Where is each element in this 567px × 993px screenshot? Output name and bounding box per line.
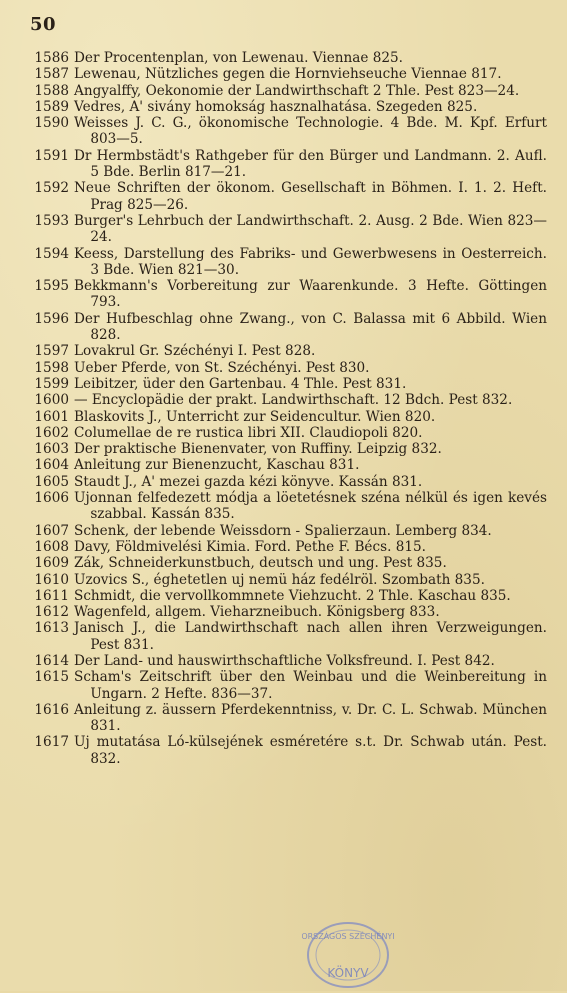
entry-text: Vedres, A' sivány homokság hasznalhatása. Szegeden 825. xyxy=(74,98,478,115)
entry-text: Anleitung zur Bienenzucht, Kaschau 831. xyxy=(74,457,360,474)
entry-number: 1599 xyxy=(34,375,69,392)
entry-text: Janisch J., die Landwirthschaft nach allen ihren Verzweigungen. Pest 831. xyxy=(74,620,547,653)
catalog-entry xyxy=(22,490,547,523)
catalog-entry xyxy=(22,311,547,344)
stamp-graphic xyxy=(302,915,394,989)
entry-number: 1588 xyxy=(34,82,69,99)
entry-number: 1606 xyxy=(34,490,69,507)
entry-text: Weisses J. C. G., ökonomische Technologie. 4 Bde. M. Kpf. Erfurt 803—5. xyxy=(74,115,547,148)
entry-text: Schenk, der lebende Weissdorn - Spalierzaun. Lemberg 834. xyxy=(74,522,492,539)
library-stamp xyxy=(302,915,394,989)
entry-text: Uj mutatása Ló-külsejének esméretére s.t. Dr. Schwab után. Pest. 832. xyxy=(74,734,547,767)
catalog-entry xyxy=(22,99,547,115)
catalog-entry xyxy=(22,425,547,441)
catalog-entry xyxy=(22,83,547,99)
catalog-entry xyxy=(22,555,547,571)
catalog-entry xyxy=(22,457,547,473)
entry-text: Angyalffy, Oekonomie der Landwirthschaft 2 Thle. Pest 823—24. xyxy=(74,82,520,99)
entry-text: Der Procentenplan, von Lewenau. Viennae 825. xyxy=(74,50,403,66)
entry-number: 1602 xyxy=(34,424,69,441)
catalog-entry xyxy=(22,50,547,66)
entry-number: 1604 xyxy=(34,457,69,474)
catalog-entry xyxy=(22,702,547,735)
entry-number: 1609 xyxy=(34,555,69,572)
catalog-entry xyxy=(22,604,547,620)
entry-number: 1590 xyxy=(34,115,69,132)
catalog-entry xyxy=(22,180,547,213)
entry-text: Bekkmann's Vorbereitung zur Waarenkunde. 3 Hefte. Göttingen 793. xyxy=(74,278,547,311)
entry-text: Leibitzer, üder den Gartenbau. 4 Thle. Pest 831. xyxy=(74,375,407,392)
entry-number: 1614 xyxy=(34,652,69,669)
entry-number: 1615 xyxy=(34,669,69,686)
entry-text: Burger's Lehrbuch der Landwirthschaft. 2. Ausg. 2 Bde. Wien 823—24. xyxy=(74,212,547,246)
entry-text: Der praktische Bienenvater, von Ruffiny. Leipzig 832. xyxy=(74,441,442,458)
entry-number: 1616 xyxy=(34,701,69,718)
entry-number: 1597 xyxy=(34,343,69,360)
entry-number: 1598 xyxy=(34,359,69,376)
catalog-entry xyxy=(22,441,547,457)
catalog-entry xyxy=(22,213,547,246)
entry-number: 1592 xyxy=(34,180,69,197)
entry-text: Ueber Pferde, von St. Széchényi. Pest 830. xyxy=(74,359,370,376)
entry-text: Keess, Darstellung des Fabriks- und Gewerbwesens in Oesterreich. 3 Bde. Wien 821—30. xyxy=(74,245,547,278)
entry-text: Neue Schriften der ökonom. Gesellschaft in Böhmen. I. 1. 2. Heft. Prag 825—26. xyxy=(74,180,547,213)
entry-number: 1611 xyxy=(34,587,69,604)
catalog-entry xyxy=(22,278,547,311)
entry-number: 1600 xyxy=(34,392,69,409)
catalog-entry xyxy=(22,148,547,181)
entry-number: 1617 xyxy=(34,734,69,751)
catalog-entry xyxy=(22,523,547,539)
entry-number: 1594 xyxy=(34,245,69,262)
entry-number: 1603 xyxy=(34,441,69,458)
entry-text: — Encyclopädie der prakt. Landwirthschaft. 12 Bdch. Pest 832. xyxy=(74,392,513,409)
entry-text: Staudt J., A' mezei gazda kézi könyve. Kassán 831. xyxy=(74,473,423,490)
entry-number: 1605 xyxy=(34,473,69,490)
stamp-text-line2: KÖNYV xyxy=(327,966,369,980)
entry-text: Lewenau, Nützliches gegen die Hornviehseuche Viennae 817. xyxy=(74,66,502,83)
entry-text: Der Land- und hauswirthschaftliche Volksfreund. I. Pest 842. xyxy=(74,652,495,669)
catalog-entry xyxy=(22,620,547,653)
catalog-entry xyxy=(22,669,547,702)
catalog-entry xyxy=(22,115,547,148)
catalog-entry xyxy=(22,360,547,376)
entry-text: Scham's Zeitschrift über den Weinbau und die Weinbereitung in Ungarn. 2 Hefte. 836—37. xyxy=(74,669,547,702)
entry-text: Blaskovits J., Unterricht zur Seidencultur. Wien 820. xyxy=(74,408,436,425)
entry-number: 1607 xyxy=(34,522,69,539)
catalog-entry xyxy=(22,343,547,359)
catalog-entry xyxy=(22,66,547,82)
entry-text: Lovakrul Gr. Széchényi I. Pest 828. xyxy=(74,343,316,360)
entry-text: Ujonnan felfedezett módja a löetetésnek széna nélkül és igen kevés szabbal. Kassán 835. xyxy=(74,490,547,523)
entry-number: 1601 xyxy=(34,408,69,425)
page-number: 50 xyxy=(30,14,57,35)
catalog-entry xyxy=(22,392,547,408)
entry-text: Der Hufbeschlag ohne Zwang., von C. Balassa mit 6 Abbild. Wien 828. xyxy=(74,310,547,344)
entry-text: Schmidt, die vervollkommnete Viehzucht. 2 Thle. Kaschau 835. xyxy=(74,587,511,604)
entry-number: 1589 xyxy=(34,98,69,115)
catalog-entry-list xyxy=(22,50,547,767)
entry-text: Anleitung z. äussern Pferdekenntniss, v. Dr. C. L. Schwab. München 831. xyxy=(74,701,547,735)
catalog-entry xyxy=(22,734,547,767)
entry-text: Uzovics S., éghetetlen uj nemü ház fedélröl. Szombath 835. xyxy=(74,571,485,588)
entry-number: 1608 xyxy=(34,538,69,555)
entry-text: Davy, Földmivelési Kimia. Ford. Pethe F. Bécs. 815. xyxy=(74,538,426,555)
entry-number: 1613 xyxy=(34,620,69,637)
catalog-entry xyxy=(22,539,547,555)
catalog-entry xyxy=(22,474,547,490)
entry-number: 1612 xyxy=(34,604,69,621)
entry-number: 1593 xyxy=(34,212,69,229)
entry-number: 1591 xyxy=(34,147,69,164)
entry-text: Columellae de re rustica libri XII. Claudiopoli 820. xyxy=(74,424,423,441)
catalog-entry xyxy=(22,376,547,392)
entry-number: 1595 xyxy=(34,278,69,295)
entry-text: Dr Hermbstädt's Rathgeber für den Bürger und Landmann. 2. Aufl. 5 Bde. Berlin 817—21. xyxy=(74,147,547,181)
entry-text: Wagenfeld, allgem. Vieharzneibuch. Königsberg 833. xyxy=(74,604,440,621)
entry-text: Zák, Schneiderkunstbuch, deutsch und ung. Pest 835. xyxy=(74,555,447,572)
entry-number: 1586 xyxy=(34,50,69,66)
catalog-entry xyxy=(22,588,547,604)
entry-number: 1596 xyxy=(34,310,69,327)
stamp-text-line1: ORSZÁGOS SZÉCHÉNYI xyxy=(302,932,394,941)
catalog-entry xyxy=(22,653,547,669)
catalog-entry xyxy=(22,409,547,425)
catalog-entry xyxy=(22,572,547,588)
entry-number: 1610 xyxy=(34,571,69,588)
entry-number: 1587 xyxy=(34,66,69,83)
catalog-entry xyxy=(22,246,547,279)
